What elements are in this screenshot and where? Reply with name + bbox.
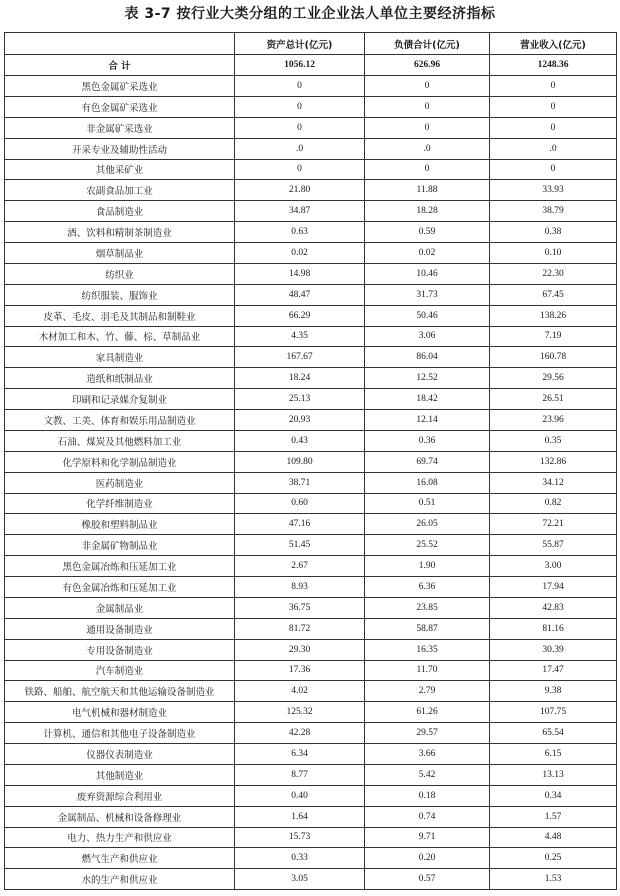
assets-value: 34.87 [235,201,365,222]
industry-name: 其他制造业 [5,764,235,785]
liabilities-value: 0.18 [365,785,490,806]
table-row [5,389,617,410]
liabilities-value: 86.04 [365,347,490,368]
liabilities-value: 16.35 [365,639,490,660]
liabilities-value: 31.73 [365,284,490,305]
assets-value: 1.64 [235,806,365,827]
assets-value: 51.45 [235,535,365,556]
revenue-value: 0.82 [490,493,617,514]
industry-name: 文教、工美、体育和娱乐用品制造业 [5,410,235,431]
assets-value: 6.34 [235,744,365,765]
assets-value: 4.02 [235,681,365,702]
table-row [5,368,617,389]
assets-value: 18.24 [235,368,365,389]
revenue-value: 33.93 [490,180,617,201]
header-liabilities: 负债合计(亿元) [365,33,490,55]
table-row [5,472,617,493]
industry-name: 家具制造业 [5,347,235,368]
assets-value: .0 [235,138,365,159]
liabilities-value: .0 [365,138,490,159]
revenue-value: 81.16 [490,618,617,639]
revenue-value: 4.48 [490,827,617,848]
industry-name: 非金属矿物制品业 [5,535,235,556]
assets-value: 109.80 [235,451,365,472]
revenue-value: 0 [490,76,617,97]
revenue-value: 132.86 [490,451,617,472]
assets-value: 0.33 [235,848,365,869]
revenue-value: 29.56 [490,368,617,389]
table-row [5,597,617,618]
assets-value: 20.93 [235,410,365,431]
assets-value: 48.47 [235,284,365,305]
table-row [5,639,617,660]
assets-value: 4.35 [235,326,365,347]
assets-value: 8.77 [235,764,365,785]
industry-name: 金属制品、机械和设备修理业 [5,806,235,827]
revenue-value: 107.75 [490,702,617,723]
assets-value: 66.29 [235,305,365,326]
assets-value: 42.28 [235,723,365,744]
industry-indicators-table [4,32,617,890]
table-row [5,263,617,284]
table-row [5,723,617,744]
liabilities-value: 0.02 [365,243,490,264]
header-industry [5,33,235,55]
industry-name: 电力、热力生产和供应业 [5,827,235,848]
table-row [5,660,617,681]
liabilities-value: 69.74 [365,451,490,472]
table-row [5,96,617,117]
liabilities-value: 5.42 [365,764,490,785]
assets-value: 0.60 [235,493,365,514]
industry-name: 电气机械和器材制造业 [5,702,235,723]
industry-name: 食品制造业 [5,201,235,222]
table-row [5,243,617,264]
industry-name: 纺织服装、服饰业 [5,284,235,305]
revenue-value: 7.19 [490,326,617,347]
assets-value: 29.30 [235,639,365,660]
revenue-value: 6.15 [490,744,617,765]
liabilities-value: 12.14 [365,410,490,431]
liabilities-value: 0 [365,117,490,138]
table-row [5,764,617,785]
table-row [5,556,617,577]
revenue-value: 0.38 [490,222,617,243]
revenue-value: 30.39 [490,639,617,660]
total-assets: 1056.12 [235,55,365,76]
assets-value: 0.40 [235,785,365,806]
assets-value: 3.05 [235,869,365,890]
revenue-value: 0 [490,159,617,180]
liabilities-value: 2.79 [365,681,490,702]
revenue-value: 26.51 [490,389,617,410]
table-row [5,347,617,368]
table-row [5,159,617,180]
industry-name: 黑色金属矿采选业 [5,76,235,97]
revenue-value: 0.25 [490,848,617,869]
table-row [5,222,617,243]
industry-name: 开采专业及辅助性活动 [5,138,235,159]
table-row [5,180,617,201]
revenue-value: 13.13 [490,764,617,785]
assets-value: 0.43 [235,430,365,451]
liabilities-value: 0.59 [365,222,490,243]
table-header-row [5,33,617,55]
table-row [5,785,617,806]
assets-value: 0 [235,159,365,180]
liabilities-value: 16.08 [365,472,490,493]
assets-value: 14.98 [235,263,365,284]
industry-name: 造纸和纸制品业 [5,368,235,389]
liabilities-value: 3.06 [365,326,490,347]
table-row [5,514,617,535]
industry-name: 汽车制造业 [5,660,235,681]
industry-name: 医药制造业 [5,472,235,493]
industry-name: 专用设备制造业 [5,639,235,660]
industry-name: 有色金属矿采选业 [5,96,235,117]
revenue-value: 0.10 [490,243,617,264]
liabilities-value: 61.26 [365,702,490,723]
table-row [5,451,617,472]
table-row [5,305,617,326]
revenue-value: 138.26 [490,305,617,326]
table-row [5,493,617,514]
revenue-value: 22.30 [490,263,617,284]
assets-value: 0 [235,117,365,138]
revenue-value: 1.57 [490,806,617,827]
liabilities-value: 29.57 [365,723,490,744]
table-row [5,284,617,305]
revenue-value: 0.34 [490,785,617,806]
liabilities-value: 50.46 [365,305,490,326]
industry-name: 其他采矿业 [5,159,235,180]
liabilities-value: 23.85 [365,597,490,618]
assets-value: 8.93 [235,577,365,598]
total-revenue: 1248.36 [490,55,617,76]
revenue-value: 3.00 [490,556,617,577]
table-row [5,201,617,222]
liabilities-value: 0.74 [365,806,490,827]
table-row [5,535,617,556]
table-row [5,848,617,869]
table-row [5,618,617,639]
assets-value: 15.73 [235,827,365,848]
table-title: 表 3-7 按行业大类分组的工业企业法人单位主要经济指标 [124,6,496,22]
industry-name: 计算机、通信和其他电子设备制造业 [5,723,235,744]
assets-value: 2.67 [235,556,365,577]
table-row [5,806,617,827]
industry-name: 印刷和记录媒介复制业 [5,389,235,410]
assets-value: 125.32 [235,702,365,723]
revenue-value: 1.53 [490,869,617,890]
liabilities-value: 0 [365,159,490,180]
industry-name: 非金属矿采选业 [5,117,235,138]
liabilities-value: 10.46 [365,263,490,284]
liabilities-value: 9.71 [365,827,490,848]
liabilities-value: 1.90 [365,556,490,577]
revenue-value: 0 [490,117,617,138]
revenue-value: 9.38 [490,681,617,702]
liabilities-value: 58.87 [365,618,490,639]
revenue-value: 17.47 [490,660,617,681]
total-row [5,55,617,76]
revenue-value: 17.94 [490,577,617,598]
liabilities-value: 0.57 [365,869,490,890]
liabilities-value: 26.05 [365,514,490,535]
industry-name: 化学原料和化学制品制造业 [5,451,235,472]
table-row [5,410,617,431]
revenue-value: 65.54 [490,723,617,744]
assets-value: 25.13 [235,389,365,410]
table-row [5,117,617,138]
table-row [5,744,617,765]
industry-name: 化学纤维制造业 [5,493,235,514]
industry-name: 黑色金属冶炼和压延加工业 [5,556,235,577]
liabilities-value: 0 [365,96,490,117]
assets-value: 38.71 [235,472,365,493]
industry-name: 有色金属冶炼和压延加工业 [5,577,235,598]
industry-name: 酒、饮料和精制茶制造业 [5,222,235,243]
revenue-value: 67.45 [490,284,617,305]
table-row [5,681,617,702]
table-row [5,138,617,159]
industry-name: 石油、煤炭及其他燃料加工业 [5,430,235,451]
assets-value: 21.80 [235,180,365,201]
assets-value: 0.02 [235,243,365,264]
industry-name: 金属制品业 [5,597,235,618]
industry-name: 木材加工和木、竹、藤、棕、草制品业 [5,326,235,347]
table-row [5,76,617,97]
total-label: 合 计 [5,55,235,76]
liabilities-value: 6.36 [365,577,490,598]
assets-value: 81.72 [235,618,365,639]
liabilities-value: 0.36 [365,430,490,451]
revenue-value: 0 [490,96,617,117]
assets-value: 47.16 [235,514,365,535]
assets-value: 17.36 [235,660,365,681]
revenue-value: 72.21 [490,514,617,535]
revenue-value: .0 [490,138,617,159]
industry-name: 橡胶和塑料制品业 [5,514,235,535]
liabilities-value: 3.66 [365,744,490,765]
industry-name: 皮革、毛皮、羽毛及其制品和制鞋业 [5,305,235,326]
liabilities-value: 0 [365,76,490,97]
assets-value: 0.63 [235,222,365,243]
assets-value: 0 [235,96,365,117]
liabilities-value: 18.28 [365,201,490,222]
revenue-value: 23.96 [490,410,617,431]
revenue-value: 0.35 [490,430,617,451]
industry-name: 仪器仪表制造业 [5,744,235,765]
table-row [5,326,617,347]
assets-value: 36.75 [235,597,365,618]
revenue-value: 34.12 [490,472,617,493]
liabilities-value: 25.52 [365,535,490,556]
table-row [5,577,617,598]
industry-name: 水的生产和供应业 [5,869,235,890]
revenue-value: 42.83 [490,597,617,618]
table-row [5,702,617,723]
liabilities-value: 0.20 [365,848,490,869]
industry-name: 纺织业 [5,263,235,284]
liabilities-value: 18.42 [365,389,490,410]
liabilities-value: 11.70 [365,660,490,681]
liabilities-value: 11.88 [365,180,490,201]
revenue-value: 160.78 [490,347,617,368]
assets-value: 167.67 [235,347,365,368]
table-row [5,430,617,451]
liabilities-value: 0.51 [365,493,490,514]
revenue-value: 38.79 [490,201,617,222]
total-liabilities: 626.96 [365,55,490,76]
header-assets: 资产总计(亿元) [235,33,365,55]
table-row [5,869,617,890]
industry-name: 通用设备制造业 [5,618,235,639]
revenue-value: 55.87 [490,535,617,556]
industry-name: 农副食品加工业 [5,180,235,201]
header-revenue: 营业收入(亿元) [490,33,617,55]
industry-name: 烟草制品业 [5,243,235,264]
industry-name: 燃气生产和供应业 [5,848,235,869]
assets-value: 0 [235,76,365,97]
industry-name: 废弃资源综合利用业 [5,785,235,806]
liabilities-value: 12.52 [365,368,490,389]
industry-name: 铁路、船舶、航空航天和其他运输设备制造业 [5,681,235,702]
table-row [5,827,617,848]
